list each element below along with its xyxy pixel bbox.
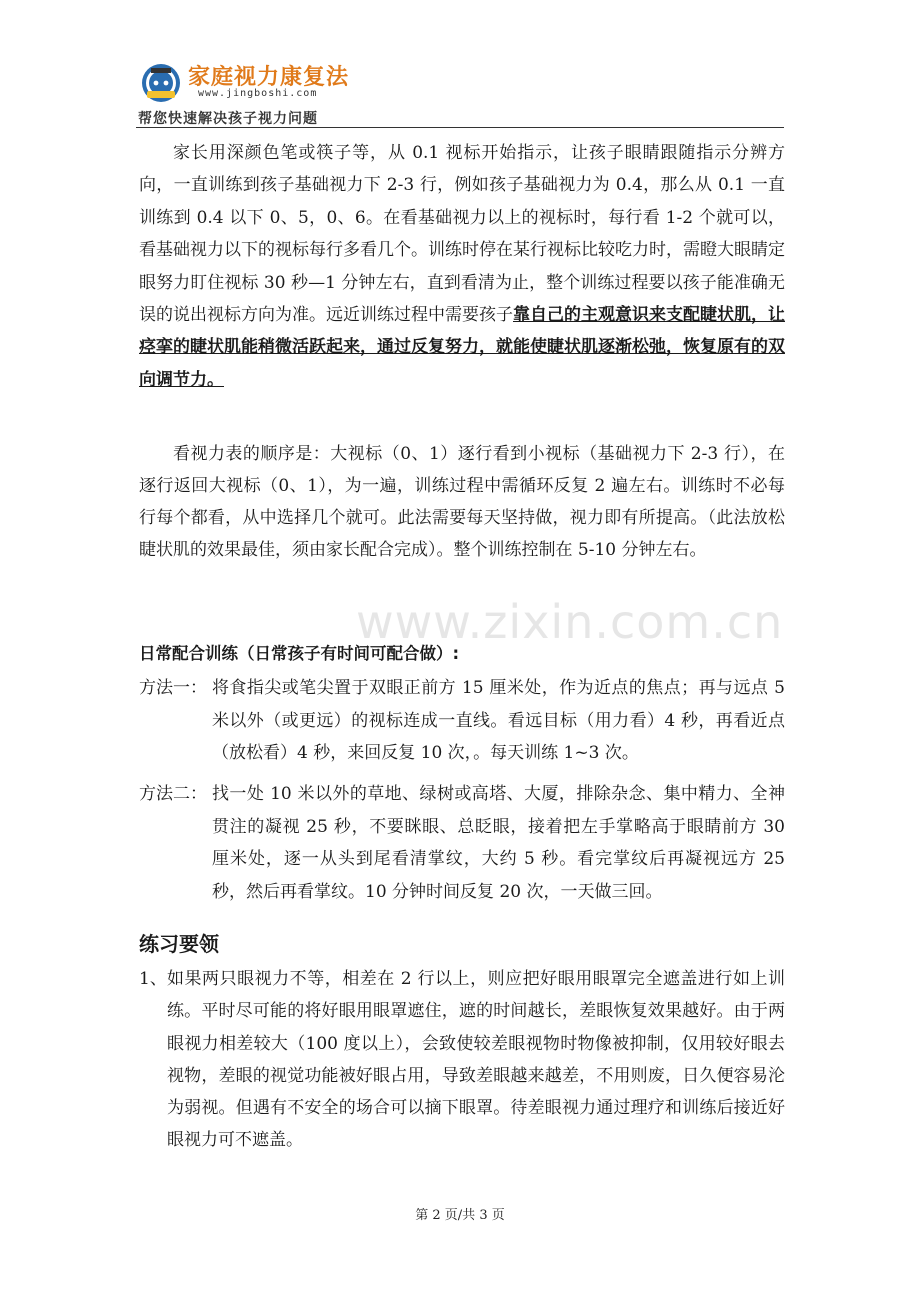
section-title: 练习要领 — [139, 932, 219, 956]
paragraph-text: 家长用深颜色笔或筷子等，从 0.1 视标开始指示，让孩子眼睛跟随指示分辨方向，一直训练到孩子基础视力下 2-3 行，例如孩子基础视力为 0.4，那么从 0.1 一直训练到 0.4 以下 0、5，0、6。在看基础视力以上的视标时，每行看 1-2 个就可以，看基础视力以下的视标每行多看几个。训练时停在某行视标比较吃力时，需瞪大眼睛定眼努力盯住视标 30 秒—1 分钟左右，直到看清为止，整个训练过程要以孩子能准确无误的说出视标方向为准。远近训练过程中需要孩子 — [139, 143, 785, 326]
list-item-text: 如果两只眼视力不等，相差在 2 行以上，则应把好眼用眼罩完全遮盖进行如上训练。平时尽可能的将好眼用眼罩遮住，遮的时间越长，差眼恢复效果越好。由于两眼视力相差较大（100 度以上），会致使较差眼视物时物像被抑制，仅用较好眼去视物，差眼的视觉功能被好眼占用，导致差眼越来越差，不用则废，日久便容易沦为弱视。但遇有不安全的场合可以摘下眼罩。待差眼视力通过理疗和训练后接近好眼视力可不遮盖。 — [167, 969, 785, 1151]
page-number: 第 2 页/共 3 页 — [415, 1208, 505, 1223]
brand-name: 家庭视力康复法 — [188, 65, 350, 90]
method-label: 方法二： — [139, 784, 207, 804]
daily-training-heading: 日常配合训练（日常孩子有时间可配合做）: — [139, 644, 460, 663]
method-item — [139, 778, 785, 908]
paragraph-chart-order: 看视力表的顺序是：大视标（0、1）逐行看到小视标（基础视力下 2-3 行），在逐行返回大视标（0、1），为一遍，训练过程中需循环反复 2 遍左右。训练时不必每行每个都看，从中选择几个就可。此法需要每天坚持做，视力即有所提高。（此法放松睫状肌的效果最佳，须由家长配合完成）。整个训练控制在 5-10 分钟左右。 — [139, 444, 785, 560]
method-text: 找一处 10 米以外的草地、绿树或高塔、大厦，排除杂念、集中精力、全神贯注的凝视 25 秒，不要眯眼、总眨眼，接着把左手掌略高于眼睛前方 30 厘米处，逐一从头到尾看清掌纹，大约 5 秒。看完掌纹后再凝视远方 25 秒，然后再看掌纹。10 分钟时间反复 20 次，一天做三回。 — [212, 784, 785, 902]
jingboshi-logo-icon — [140, 62, 182, 104]
tagline: 帮您快速解决孩子视力问题 — [138, 111, 318, 127]
site-url: www.jingboshi.com — [198, 88, 318, 99]
method-text: 将食指尖或笔尖置于双眼正前方 15 厘米处，作为近点的焦点；再与远点 5 米以外（或更远）的视标连成一直线。看远目标（用力看）4 秒，再看近点（放松看）4 秒，来回反复 10 次，。每天训练 1~3 次。 — [212, 678, 785, 763]
method-item — [139, 672, 785, 770]
list-item-number: 1、 — [139, 969, 167, 989]
method-label: 方法一： — [139, 678, 207, 698]
watermark: www.zixin.com.cn — [356, 595, 784, 649]
list-item — [139, 963, 785, 1157]
header-divider — [136, 127, 784, 128]
emphasis-text: 靠自己的主观意识来支配睫状肌，让痉挛的睫状肌能稍微活跃起来，通过反复努力，就能使睫状肌逐渐松弛，恢复原有的双向调节力。 — [139, 305, 785, 390]
paragraph-training-method — [139, 137, 785, 396]
page-header — [136, 58, 786, 126]
